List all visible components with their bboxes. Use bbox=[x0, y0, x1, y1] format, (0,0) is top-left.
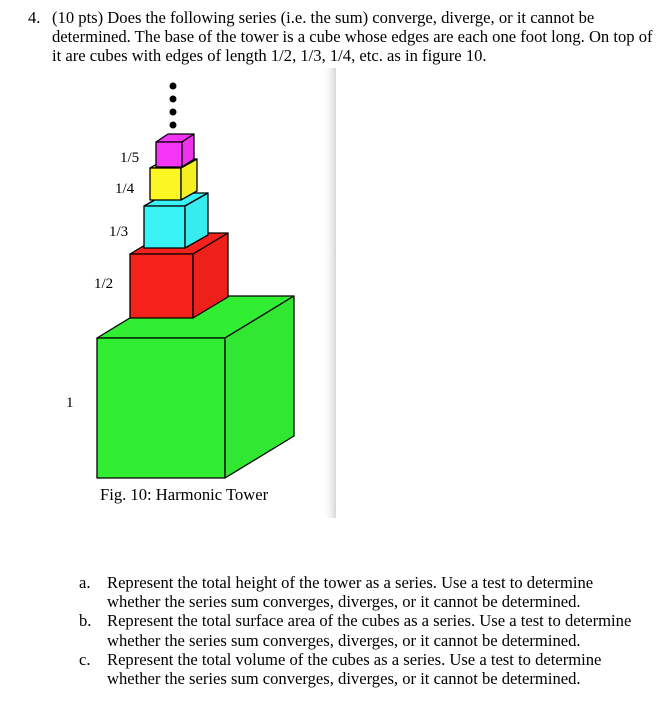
page-shadow bbox=[322, 68, 336, 518]
question-text: (10 pts) Does the following series (i.e. the sum) converge, diverge, or it cannot be determined. The base of the tower is a cube whose edges are each one foot long. On top of it are cubes with edges of length 1/2, 1/3, 1/4, etc. as in figure 10. bbox=[52, 8, 653, 65]
part-text: Represent the total volume of the cubes as a series. Use a test to determine whether the series sum converges, diverges, or it cannot be determined. bbox=[107, 649, 602, 689]
cube-front-face bbox=[156, 142, 182, 167]
question-block bbox=[28, 8, 653, 65]
ellipsis-dot bbox=[170, 109, 177, 116]
part-text: Represent the total surface area of the cubes as a series. Use a test to determine whether the series sum converges, diverges, or it cannot be determined. bbox=[107, 611, 632, 650]
question-parts bbox=[79, 573, 649, 688]
cube-edge-1 bbox=[97, 296, 294, 478]
part-letter: a. bbox=[79, 573, 91, 592]
edge-label-1-3: 1/3 bbox=[109, 224, 129, 240]
part-c bbox=[79, 650, 649, 688]
part-a bbox=[79, 573, 649, 611]
edge-label-1-5: 1/5 bbox=[120, 150, 140, 166]
question-number: 4. bbox=[28, 8, 41, 27]
harmonic-tower-figure bbox=[60, 68, 340, 518]
cube-front-face bbox=[97, 338, 225, 478]
cube-edge-1-3 bbox=[144, 193, 208, 248]
edge-label-1-4: 1/4 bbox=[115, 181, 135, 197]
part-letter: c. bbox=[79, 649, 91, 669]
cube-front-face bbox=[144, 206, 185, 248]
cube-front-face bbox=[130, 254, 193, 318]
edge-label-1-2: 1/2 bbox=[94, 276, 114, 292]
ellipsis-dot bbox=[170, 122, 177, 129]
ellipsis-dot bbox=[170, 83, 177, 90]
part-text: Represent the total height of the tower as a series. Use a test to determine whether the series sum converges, diverges, or it cannot be determined. bbox=[107, 573, 594, 612]
part-letter: b. bbox=[79, 611, 92, 631]
ellipsis-dot bbox=[170, 96, 177, 103]
cube-edge-1-5 bbox=[156, 134, 194, 167]
cube-front-face bbox=[150, 168, 181, 200]
edge-label-1: 1 bbox=[66, 395, 74, 411]
tower-drawing bbox=[60, 68, 340, 518]
figure-caption: Fig. 10: Harmonic Tower bbox=[100, 485, 269, 504]
part-b bbox=[79, 611, 649, 649]
